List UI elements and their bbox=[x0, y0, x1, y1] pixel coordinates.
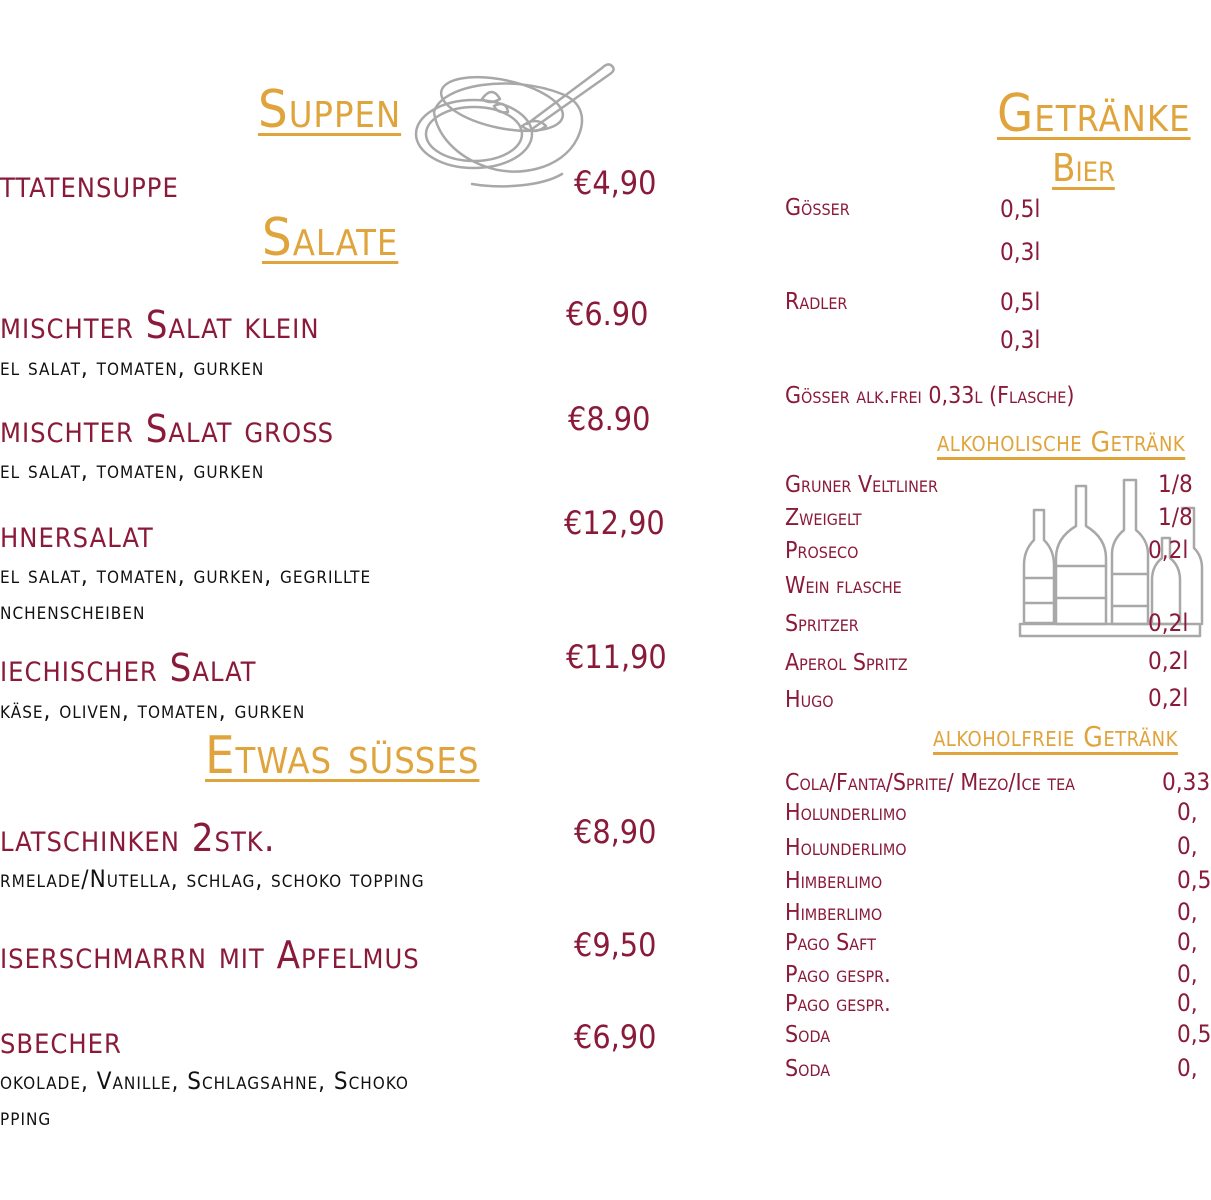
drink-size: 0,3l bbox=[1000, 326, 1041, 354]
menu-item-name: iserschmarrn mit Apfelmus bbox=[0, 933, 420, 977]
drink-name: Holunderlimo bbox=[785, 835, 907, 861]
drink-size: 0,2l bbox=[1148, 609, 1189, 637]
drink-name: Zweigelt bbox=[785, 505, 862, 531]
drink-size: 0,5l bbox=[1000, 195, 1041, 223]
drink-size: 0, bbox=[1177, 832, 1198, 860]
menu-item-desc: el salat, tomaten, gurken bbox=[0, 353, 265, 381]
menu-item-name: mischter Salat groß bbox=[0, 407, 335, 451]
drink-name: Proseco bbox=[785, 538, 859, 564]
drink-size: 0, bbox=[1177, 798, 1198, 826]
menu-item-desc: nchenscheiben bbox=[0, 597, 146, 625]
menu-item-desc: rmelade/Nutella, schlag, schoko topping bbox=[0, 865, 425, 893]
menu-item-name: hnersalat bbox=[0, 512, 154, 556]
drink-size: 0,5 bbox=[1177, 1020, 1211, 1048]
menu-item-desc: käse, oliven, tomaten, gurken bbox=[0, 696, 306, 724]
alkoholfrei-heading: alkoholfreie Getränk bbox=[933, 720, 1178, 753]
drink-name: Soda bbox=[785, 1022, 831, 1048]
drink-size: 0,2l bbox=[1148, 684, 1189, 712]
drink-size: 0,33 bbox=[1162, 768, 1211, 796]
menu-item-price: €6,90 bbox=[574, 1018, 657, 1056]
drink-name: Pago gespr. bbox=[785, 962, 891, 988]
menu-item-desc: pping bbox=[0, 1103, 52, 1131]
drink-name: Pago gespr. bbox=[785, 991, 891, 1017]
drink-name: Pago Saft bbox=[785, 930, 876, 956]
bier-heading: Bier bbox=[1052, 146, 1115, 190]
alkoholisch-heading: alkoholische Getränk bbox=[937, 425, 1186, 458]
drink-name: Gösser alk.frei 0,33l (Flasche) bbox=[785, 383, 1075, 409]
menu-item-price: €4,90 bbox=[574, 164, 657, 202]
menu-item-price: €6.90 bbox=[566, 295, 649, 333]
drink-size: 0, bbox=[1177, 1054, 1198, 1082]
drink-name: Aperol Spritz bbox=[785, 650, 908, 676]
drink-name: Cola/Fanta/Sprite/ Mezo/Ice tea bbox=[785, 770, 1076, 796]
drink-size: 0, bbox=[1177, 960, 1198, 988]
drink-size: 0,5l bbox=[1000, 288, 1041, 316]
menu-item-price: €11,90 bbox=[566, 638, 667, 676]
salate-heading: Salate bbox=[262, 208, 399, 268]
drink-name: Hugo bbox=[785, 687, 834, 713]
menu-item-name: ttatensuppe bbox=[0, 162, 179, 206]
drink-size: 1/8 bbox=[1158, 470, 1193, 498]
drink-size: 1/8 bbox=[1158, 503, 1193, 531]
drink-name: Wein flasche bbox=[785, 573, 902, 599]
drink-name: Gösser bbox=[785, 195, 850, 221]
drink-size: 0, bbox=[1177, 928, 1198, 956]
menu-item-price: €8.90 bbox=[568, 400, 651, 438]
drink-size: 0,3l bbox=[1000, 238, 1041, 266]
drink-name: Gruner Veltliner bbox=[785, 472, 938, 498]
suppen-heading: Suppen bbox=[258, 80, 402, 140]
drink-size: 0,2l bbox=[1148, 647, 1189, 675]
drink-size: 0, bbox=[1177, 989, 1198, 1017]
drink-size: 0, bbox=[1177, 898, 1198, 926]
menu-item-name: latschinken 2stk. bbox=[0, 816, 276, 860]
menu-item-price: €12,90 bbox=[564, 504, 665, 542]
getraenke-heading: Getränke bbox=[997, 84, 1191, 144]
menu-item-name: mischter Salat klein bbox=[0, 303, 320, 347]
drink-size: 0,2l bbox=[1148, 536, 1189, 564]
menu-item-price: €9,50 bbox=[574, 926, 657, 964]
menu-item-name: sbecher bbox=[0, 1018, 122, 1062]
drink-name: Spritzer bbox=[785, 611, 859, 637]
menu-item-name: iechischer Salat bbox=[0, 646, 257, 690]
menu-item-price: €8,90 bbox=[574, 813, 657, 851]
drink-name: Radler bbox=[785, 289, 848, 315]
drink-size: 0,5 bbox=[1177, 866, 1211, 894]
menu-item-desc: el salat, tomaten, gurken, gegrillte bbox=[0, 561, 372, 589]
drink-name: Himberlimo bbox=[785, 868, 883, 894]
menu-item-desc: okolade, Vanille, Schlagsahne, Schoko bbox=[0, 1067, 409, 1095]
drink-name: Soda bbox=[785, 1056, 831, 1082]
drink-name: Himberlimo bbox=[785, 900, 883, 926]
suesses-heading: Etwas süßes bbox=[205, 726, 480, 786]
menu-item-desc: el salat, tomaten, gurken bbox=[0, 456, 265, 484]
drink-name: Holunderlimo bbox=[785, 800, 907, 826]
